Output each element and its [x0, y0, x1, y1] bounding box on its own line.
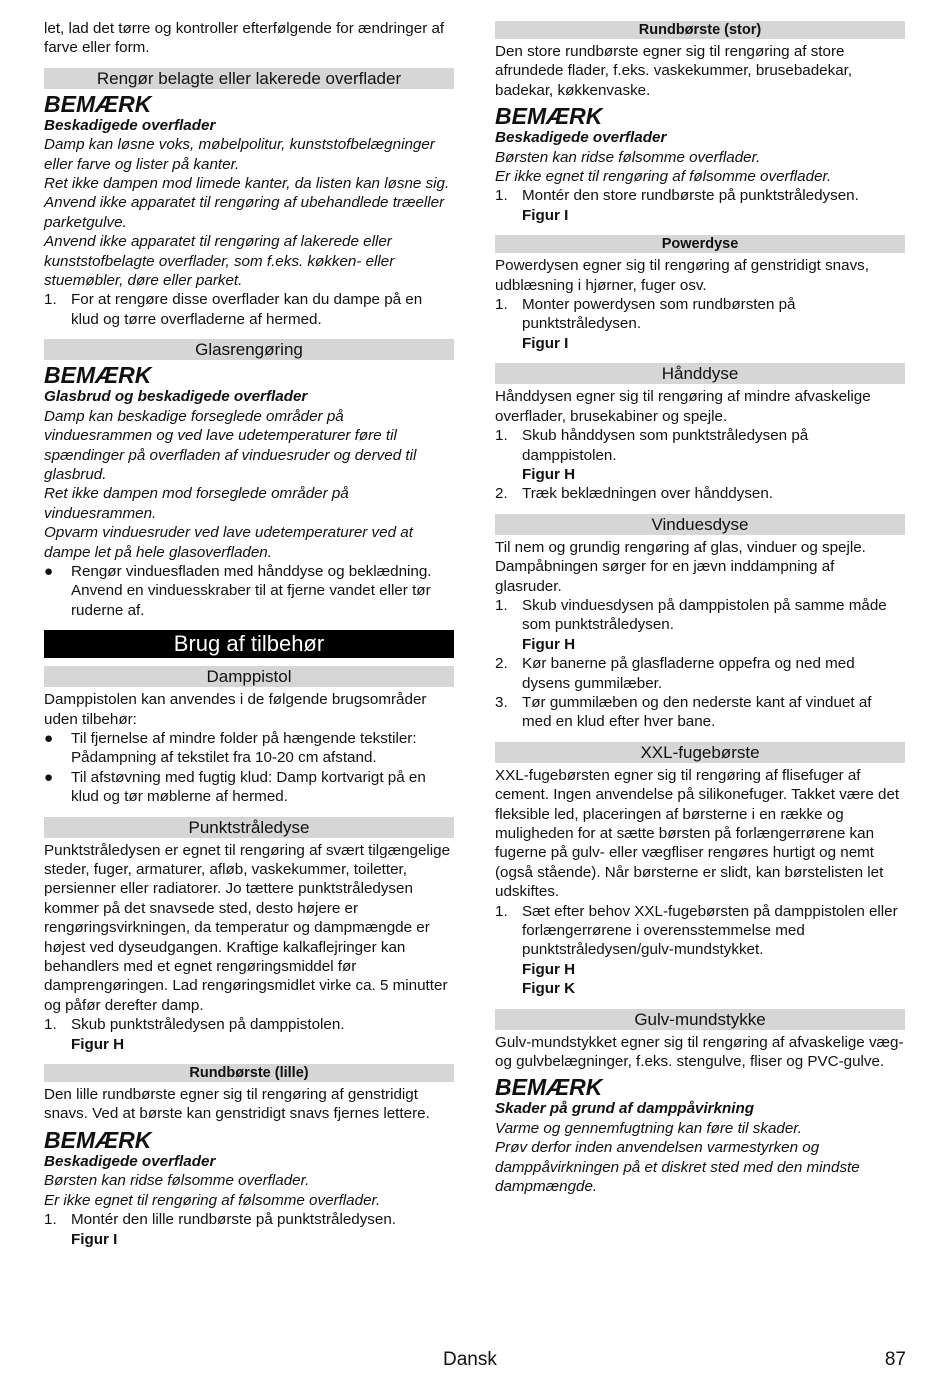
section-heading-detail-nozzle: Punktstråledyse	[44, 817, 454, 838]
note-title: BEMÆRK	[495, 1074, 603, 1101]
note-line: Er ikke egnet til rengøring af følsomme overflader.	[44, 1191, 381, 1209]
note-line: Ret ikke dampen mod forseglede områder på vinduesrammen.	[44, 485, 349, 522]
note-subtitle: Beskadigede overflader	[44, 116, 216, 134]
note-subtitle: Beskadigede overflader	[44, 1152, 216, 1170]
step-text: Montér den store rundbørste på punktstråledysen.	[522, 187, 859, 205]
step-item	[495, 426, 905, 465]
note-title: BEMÆRK	[44, 90, 152, 117]
bullet-mark: ●	[44, 768, 54, 786]
chapter-heading: Brug af tilbehør	[44, 630, 454, 658]
note-subtitle: Glasbrud og beskadigede overflader	[44, 388, 308, 406]
figure-reference: Figur H	[522, 465, 576, 483]
step-number: 1.	[495, 596, 508, 614]
figure-reference: Figur I	[71, 1230, 118, 1248]
section-heading-glass-cleaning: Glasrengøring	[44, 339, 454, 360]
section-heading-round-brush-large: Rundbørste (stor)	[495, 21, 905, 39]
step-text: Tør gummilæben og den nederste kant af vinduet af med en klud efter hver bane.	[522, 693, 872, 731]
note-title: BEMÆRK	[44, 1126, 152, 1153]
section-heading-coated-surfaces: Rengør belagte eller lakerede overflader	[44, 68, 454, 89]
step-text: Kør banerne på glasfladerne oppefra og ned med dysens gummilæber.	[522, 655, 855, 692]
section-heading-hand-nozzle: Hånddyse	[495, 363, 905, 384]
left-column	[44, 19, 454, 1249]
step-text: Sæt efter behov XXL-fugebørsten på damppistolen eller forlængerrørene i overensstemmelse med punktstråledysen/gulv-mundstykket.	[522, 902, 898, 959]
note-line: Prøv derfor inden anvendelsen varmestyrken og damppåvirkningen på et diskret sted med den mindste dampmængde.	[495, 1139, 860, 1196]
step-text: Montér den lille rundbørste på punktstråledysen.	[71, 1211, 397, 1229]
step-number: 1.	[495, 427, 508, 445]
bullet-item	[44, 729, 454, 768]
step-number: 2.	[495, 485, 508, 503]
section-heading-floor-nozzle: Gulv-mundstykke	[495, 1009, 905, 1030]
step-item	[495, 295, 905, 334]
section-heading-steam-gun: Damppistol	[44, 666, 454, 687]
note-line: Børsten kan ridse følsomme overflader.	[44, 1172, 310, 1190]
step-item	[44, 290, 454, 329]
note-line: Ret ikke dampen mod limede kanter, da listen kan løsne sig.	[44, 175, 450, 193]
bullet-text: Til afstøvning med fugtig klud: Damp kortvarigt på en klud og tør møblerne af hermed.	[71, 768, 426, 806]
step-text: Skub hånddysen som punktstråledysen på damppistolen.	[522, 427, 809, 464]
step-text: Skub vinduesdysen på damppistolen på samme måde som punktstråledysen.	[522, 596, 887, 634]
note-line: Damp kan beskadige forseglede områder på vinduesrammen og ved lave udetemperaturer føre til spændinger på overfladen af vinduesruder og derved til glasbrud.	[44, 407, 417, 483]
step-number: 1.	[44, 291, 57, 309]
step-text: For at rengøre disse overflader kan du dampe på en klud og tørre overfladerne af hermed.	[71, 291, 423, 328]
step-item	[495, 186, 905, 205]
step-text: Monter powerdysen som rundbørsten på punktstråledysen.	[522, 296, 796, 333]
figure-reference: Figur H	[522, 960, 576, 978]
step-number: 1.	[495, 296, 508, 314]
note-line: Anvend ikke apparatet til rengøring af ubehandlede træeller parketgulve.	[44, 194, 445, 231]
figure-reference: Figur I	[522, 334, 569, 352]
bullet-text: Rengør vinduesfladen med hånddyse og beklædning. Anvend en vinduesskraber til at fjerne vandet eller tør ruderne af.	[71, 562, 432, 619]
note-line: Børsten kan ridse følsomme overflader.	[495, 148, 761, 166]
section-text: Den store rundbørste egner sig til rengøring af store afrundede flader, f.eks. vaskekummer, brusebadekar, badekar, køkkenvaske.	[495, 43, 853, 99]
note-title: BEMÆRK	[495, 103, 603, 130]
note-line: Opvarm vinduesruder ved lave udetemperaturer ved at dampe let på hele glasoverfladen.	[44, 524, 413, 561]
step-item	[495, 484, 905, 503]
section-heading-xxl-grout-brush: XXL-fugebørste	[495, 742, 905, 763]
step-number: 1.	[44, 1016, 57, 1034]
section-text: Powerdysen egner sig til rengøring af genstridigt snavs, udblæsning i hjørner, fuger osv.	[495, 257, 869, 294]
step-item	[495, 596, 905, 635]
bullet-mark: ●	[44, 729, 54, 747]
section-text: Til nem og grundig rengøring af glas, vinduer og spejle. Dampåbningen sørger for en jævn inddampning af glasruder.	[495, 538, 866, 595]
section-heading-power-nozzle: Powerdyse	[495, 235, 905, 253]
intro-text: let, lad det tørre og kontroller efterfølgende for ændringer af farve eller form.	[44, 20, 445, 57]
section-heading-round-brush-small: Rundbørste (lille)	[44, 1064, 454, 1082]
step-text: Skub punktstråledysen på damppistolen.	[71, 1016, 345, 1034]
step-item	[495, 902, 905, 960]
step-item	[495, 654, 905, 693]
section-text: Punktstråledysen er egnet til rengøring af svært tilgængelige steder, fuger, armaturer, afløb, vaskekummer, toiletter, persienner eller radiatorer. Jo tættere punktstråledysen kommer på det snavsede sted, desto højere er rengøringsvirkningen, da temperatur og dampmængde er højest ved dyseudgangen. Kraftige kalkaflejringer kan behandlers med et egnet rengøringsmiddel før damprengøringen. Lad rengøringsmidlet virke ca. 5 minutter og påfør derefter damp.	[44, 841, 451, 1014]
step-number: 3.	[495, 693, 508, 711]
step-number: 1.	[44, 1211, 57, 1229]
step-item	[44, 1015, 454, 1034]
right-column	[495, 19, 905, 1197]
step-number: 2.	[495, 655, 508, 673]
figure-reference: Figur I	[522, 206, 569, 224]
step-number: 1.	[495, 902, 508, 920]
section-heading-window-nozzle: Vinduesdyse	[495, 514, 905, 535]
section-text: XXL-fugebørsten egner sig til rengøring af flisefuger af cement. Ingen anvendelse på silikonefuger. Takket være det fleksible led, placeringen af børsterne i en række og muligheden for at sætte børsten på forlængerrørene kan fugerne på gulv- eller vægfliser rengøres hurtigt og nemt (også stående). Når børsterne er slidt, kan børstelisten let udskiftes.	[495, 766, 900, 901]
note-subtitle: Beskadigede overflader	[495, 129, 667, 147]
section-text: Gulv-mundstykket egner sig til rengøring af afvaskelige væg- og gulvbelægninger, f.eks. stengulve, fliser og PVC-gulve.	[495, 1033, 904, 1071]
figure-reference: Figur H	[71, 1035, 125, 1053]
note-line: Varme og gennemfugtning kan føre til skader.	[495, 1119, 803, 1137]
step-number: 1.	[495, 187, 508, 205]
section-text: Hånddysen egner sig til rengøring af mindre afvaskelige overflader, brusekabiner og spejle.	[495, 388, 871, 425]
section-text: Damppistolen kan anvendes i de følgende brugsområder uden tilbehør:	[44, 691, 427, 728]
step-item	[495, 693, 905, 732]
bullet-mark: ●	[44, 562, 54, 580]
footer-language: Dansk	[443, 1349, 497, 1370]
figure-reference: Figur H	[522, 635, 576, 653]
bullet-text: Til fjernelse af mindre folder på hængende tekstiler: Pådampning af tekstilet fra 10-20 cm afstand.	[71, 729, 417, 767]
section-text: Den lille rundbørste egner sig til rengøring af genstridigt snavs. Ved at børste kan genstridigt snavs fjernes lettere.	[44, 1086, 430, 1123]
note-line: Anvend ikke apparatet til rengøring af lakerede eller kunststofbelagte overflader, som f.eks. køkken- eller stuemøbler, døre eller parket.	[44, 233, 395, 290]
bullet-item	[44, 768, 454, 807]
bullet-item	[44, 562, 454, 620]
note-title: BEMÆRK	[44, 362, 152, 389]
note-line: Er ikke egnet til rengøring af følsomme overflader.	[495, 168, 832, 186]
figure-reference: Figur K	[522, 980, 576, 998]
note-line: Damp kan løsne voks, møbelpolitur, kunststofbelægninger eller farve og lister på kanter.	[44, 136, 435, 173]
step-text: Træk beklædningen over hånddysen.	[522, 485, 774, 503]
step-item	[44, 1210, 454, 1229]
note-subtitle: Skader på grund af damppåvirkning	[495, 1100, 755, 1118]
page-number: 87	[884, 1349, 906, 1370]
